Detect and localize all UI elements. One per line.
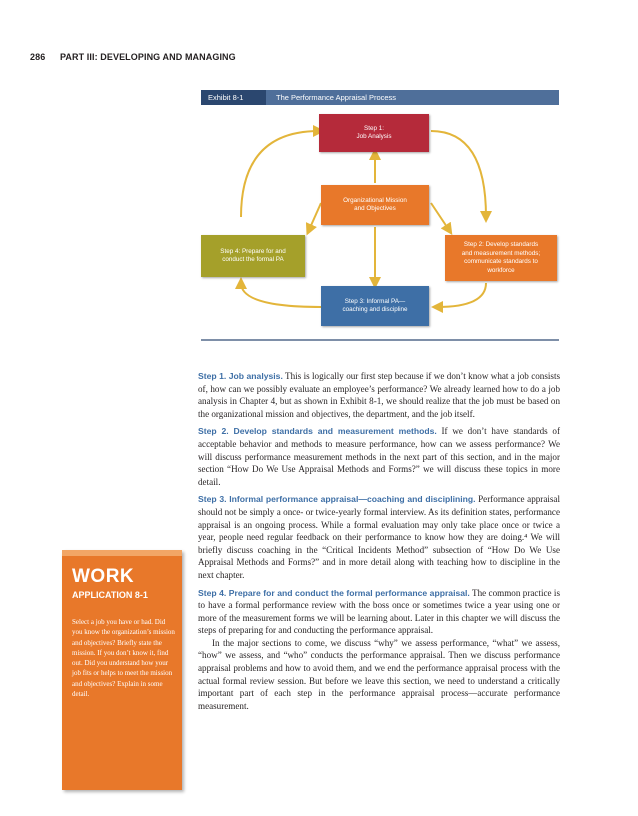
paragraph-step1: Step 1. Job analysis. This is logically our first step because if we don’t know what a job consists of, how can we possibly evaluate an employee’s performance? We already learned how to do a job analysis in Chapter 4, but as shown in Exhibit 8-1, we should realize that the job must be based on the organizational mission and objectives, the department, and the job itself. xyxy=(198,371,561,419)
arrow-step4-to-step1 xyxy=(241,131,319,217)
step4-box: Step 4: Prepare for and conduct the formal PA xyxy=(201,235,305,277)
step4-heading: Step 4. Prepare for and conduct the formal performance appraisal. xyxy=(198,587,470,598)
paragraph-overview: In the major sections to come, we discuss “why” we assess performance, “what” we assess, “how” we assess, and “who” conducts the performance appraisal. Then we discuss performance appraisal problems and how to avoid them, and we end the performance appraisal process with the actual formal review session. But before we leave this section, we need to understand a critically important part of each step in the performance appraisal process—accurate performance measurement. xyxy=(198,637,560,711)
process-diagram xyxy=(201,105,559,340)
step3-box: Step 3: Informal PA— coaching and discipline xyxy=(321,286,429,326)
exhibit-label: Exhibit 8-1 xyxy=(201,90,266,105)
arrow-center-to-step2 xyxy=(431,203,449,230)
arrow-center-to-step4 xyxy=(309,203,321,230)
work-application-title: WORK xyxy=(72,566,135,587)
work-application-text: Select a job you have or had. Did you know the organization’s mission and objectives? Briefly state the mission. If you don’t know it, find out. Did you understand how your job fits or helps to meet the mission and objectives? Explain in some detail. xyxy=(72,618,175,699)
arrow-step1-to-step2 xyxy=(431,131,486,217)
running-head xyxy=(30,52,236,62)
exhibit-title: The Performance Appraisal Process xyxy=(276,93,397,102)
step1-box: Step 1: Job Analysis xyxy=(319,114,429,152)
work-application-box xyxy=(62,550,182,790)
step3-heading: Step 3. Informal performance appraisal—coaching and disciplining. xyxy=(198,494,476,505)
work-application-tab xyxy=(62,550,182,556)
step2-heading: Step 2. Develop standards and measurement methods. xyxy=(198,426,437,437)
exhibit-rule xyxy=(201,339,559,341)
body-text xyxy=(198,370,560,717)
part-title: PART III: DEVELOPING AND MANAGING xyxy=(59,52,236,62)
step1-heading: Step 1. Job analysis. xyxy=(198,371,283,381)
paragraph-step4: Step 4. Prepare for and conduct the formal performance appraisal. The common practice is to have a formal performance review with the boss once or sometimes twice a year using one or more of the measurement forms we will be learning about. Later in this chapter we will discuss the steps of preparing for and conducting the performance appraisal. xyxy=(198,587,560,636)
paragraph-step2: Step 2. Develop standards and measurement methods. If we don’t have standards of acceptable behavior and methods to measure performance, how can we assess performance? We will discuss performance measurement methods in the next part of this section, and in the major section “How Do We Use Appraisal Methods and Forms?” we will discuss these topics in more detail. xyxy=(198,426,560,487)
arrow-step2-to-step3 xyxy=(437,283,486,307)
step2-box: Step 2: Develop standards and measurement methods; communicate standards to workforce xyxy=(445,235,557,281)
center-box: Organizational Mission and Objectives xyxy=(321,185,429,225)
page-number: 286 xyxy=(30,52,46,62)
exhibit-header xyxy=(201,90,559,105)
paragraph-step3: Step 3. Informal performance appraisal—coaching and disciplining. Performance appraisal should not be simply a once- or twice-yearly formal interview. As its definition states, performance appraisal is an ongoing process. While a formal evaluation may only take place once or twice a year, people need regular feedback on their performance to know how they are doing.⁴ We will briefly discuss coaching in the “Critical Incidents Method” subsection of “How Do We Use Appraisal Methods and Forms?” and in more detail along with teaching how to discipline in the next chapter. xyxy=(198,494,560,580)
work-application-subtitle: APPLICATION 8-1 xyxy=(72,590,148,600)
arrow-step3-to-step4 xyxy=(241,283,321,307)
